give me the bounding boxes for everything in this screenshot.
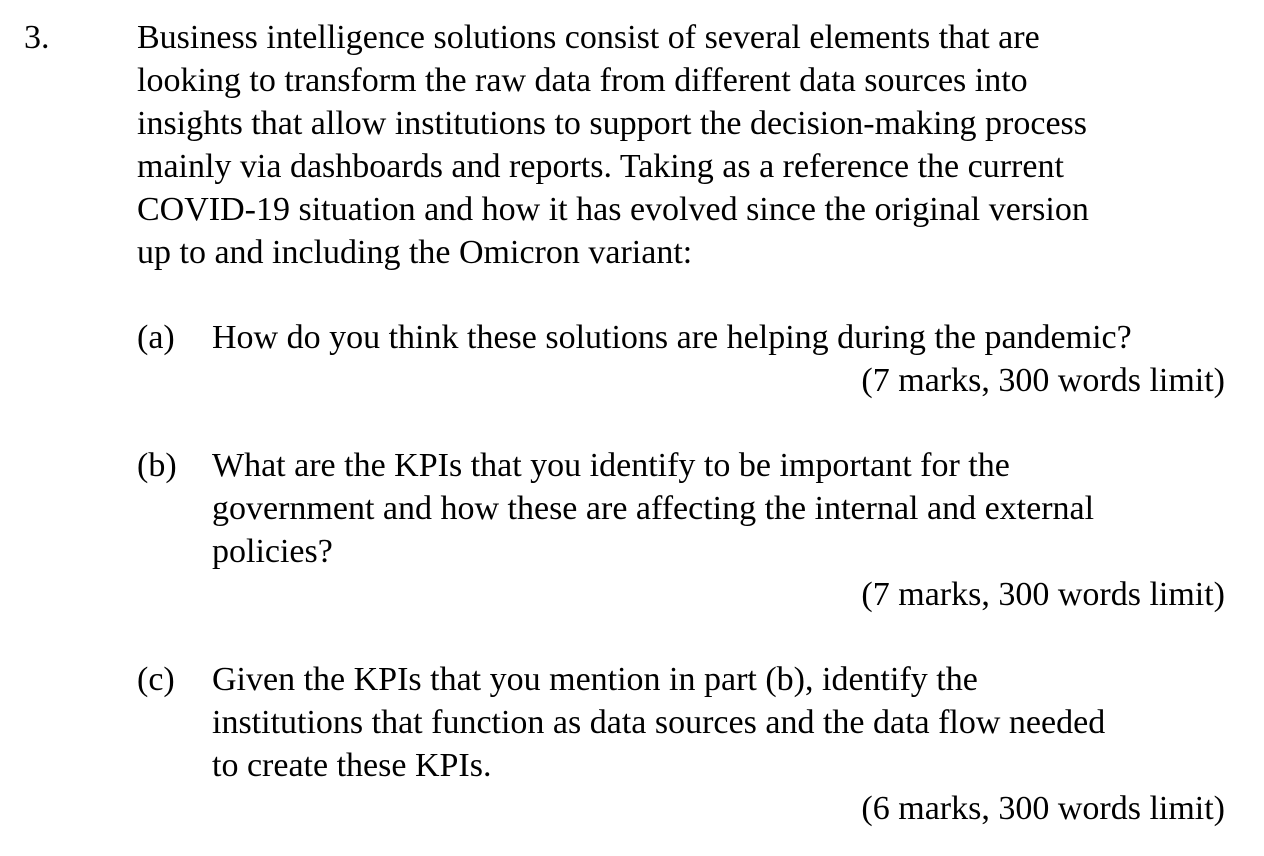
part-a-marks: (7 marks, 300 words limit) <box>861 362 1225 399</box>
part-c-line: to create these KPIs. <box>212 747 492 784</box>
part-b-label: (b) <box>137 447 177 484</box>
stem-line: looking to transform the raw data from different data sources into <box>137 62 1028 99</box>
part-a-text <box>212 316 1227 359</box>
part-b-line: What are the KPIs that you identify to be important for the <box>212 447 1010 484</box>
stem-line: mainly via dashboards and reports. Taking as a reference the current <box>137 148 1064 185</box>
part-c-line: Given the KPIs that you mention in part (b), identify the <box>212 661 978 698</box>
part-c-marks: (6 marks, 300 words limit) <box>861 790 1225 827</box>
question-stem <box>137 16 1217 274</box>
part-b-line: government and how these are affecting the internal and external <box>212 490 1095 527</box>
stem-line: insights that allow institutions to support the decision-making process <box>137 105 1088 142</box>
part-b-text <box>212 444 1227 573</box>
part-b-marks: (7 marks, 300 words limit) <box>861 576 1225 613</box>
part-c-label: (c) <box>137 661 175 698</box>
part-c-text <box>212 658 1227 787</box>
question-number: 3. <box>24 19 50 56</box>
stem-line: Business intelligence solutions consist of several elements that are <box>137 19 1040 56</box>
part-a-line: How do you think these solutions are helping during the pandemic? <box>212 319 1132 356</box>
part-a-label: (a) <box>137 319 175 356</box>
part-b-line: policies? <box>212 533 333 570</box>
part-c-line: institutions that function as data sources and the data flow needed <box>212 704 1106 741</box>
stem-line: up to and including the Omicron variant: <box>137 234 693 271</box>
stem-line: COVID-19 situation and how it has evolved since the original version <box>137 191 1089 228</box>
